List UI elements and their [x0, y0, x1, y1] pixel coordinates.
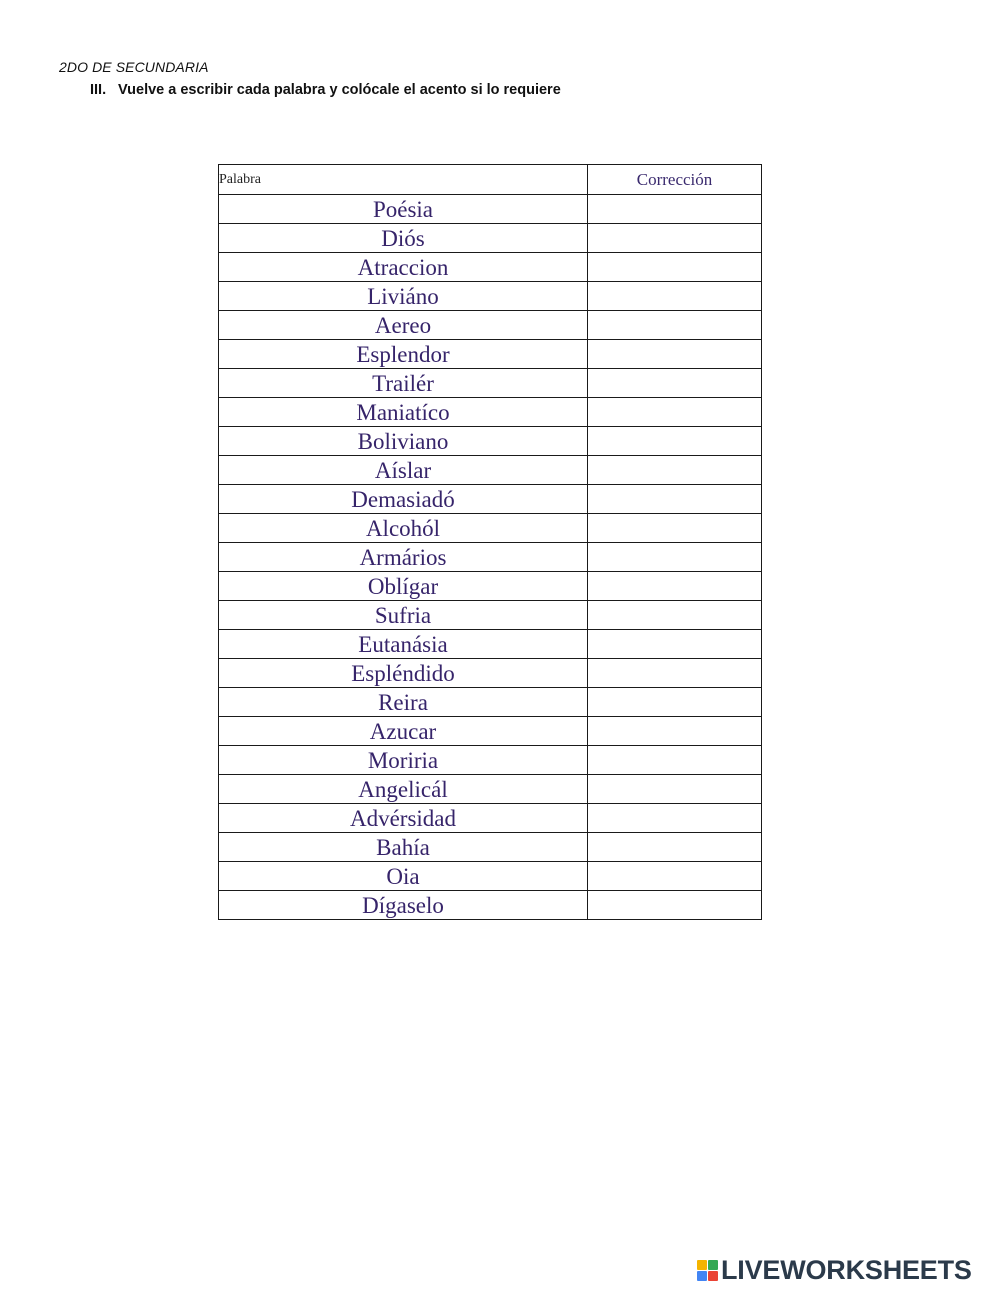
table-row [219, 601, 762, 630]
table-row [219, 630, 762, 659]
liveworksheets-logo [697, 1255, 972, 1285]
instruction-number: III. [90, 82, 107, 98]
correction-input-cell[interactable] [588, 369, 762, 398]
table-row [219, 282, 762, 311]
correction-input-cell[interactable] [588, 282, 762, 311]
table-row [219, 804, 762, 833]
correction-input-cell[interactable] [588, 601, 762, 630]
column-header-word: Palabra [219, 165, 588, 195]
table-row [219, 427, 762, 456]
word-cell: Maniatíco [219, 398, 588, 427]
word-cell: Armários [219, 543, 588, 572]
liveworksheets-brand-text: LIVEWORKSHEETS [721, 1254, 972, 1285]
table-row [219, 833, 762, 862]
word-cell: Oblígar [219, 572, 588, 601]
word-cell: Liviáno [219, 282, 588, 311]
table-row [219, 398, 762, 427]
correction-input-cell[interactable] [588, 543, 762, 572]
correction-input-cell[interactable] [588, 717, 762, 746]
correction-input-cell[interactable] [588, 688, 762, 717]
word-cell: Boliviano [219, 427, 588, 456]
word-cell: Sufria [219, 601, 588, 630]
table-row [219, 224, 762, 253]
correction-input-cell[interactable] [588, 862, 762, 891]
table-header-row [219, 165, 762, 195]
correction-input-cell[interactable] [588, 746, 762, 775]
word-cell: Alcohól [219, 514, 588, 543]
word-cell: Eutanásia [219, 630, 588, 659]
table-row [219, 717, 762, 746]
word-cell: Azucar [219, 717, 588, 746]
correction-input-cell[interactable] [588, 427, 762, 456]
table-row [219, 485, 762, 514]
word-cell: Trailér [219, 369, 588, 398]
table-row [219, 775, 762, 804]
correction-input-cell[interactable] [588, 253, 762, 282]
word-cell: Advérsidad [219, 804, 588, 833]
word-cell: Atraccion [219, 253, 588, 282]
instruction [90, 82, 561, 98]
column-header-correction: Corrección [588, 165, 762, 195]
table-row [219, 688, 762, 717]
word-table [218, 164, 762, 920]
word-cell: Esplendor [219, 340, 588, 369]
word-cell: Poésia [219, 195, 588, 224]
table-row [219, 543, 762, 572]
word-cell: Reira [219, 688, 588, 717]
correction-input-cell[interactable] [588, 195, 762, 224]
word-cell: Diós [219, 224, 588, 253]
grade-label: 2DO DE SECUNDARIA [59, 59, 209, 75]
word-cell: Moriria [219, 746, 588, 775]
word-cell: Demasiadó [219, 485, 588, 514]
table-row [219, 456, 762, 485]
correction-input-cell[interactable] [588, 775, 762, 804]
correction-input-cell[interactable] [588, 224, 762, 253]
correction-input-cell[interactable] [588, 630, 762, 659]
correction-input-cell[interactable] [588, 456, 762, 485]
table-row [219, 311, 762, 340]
table-row [219, 253, 762, 282]
table-row [219, 746, 762, 775]
table-row [219, 659, 762, 688]
table-row [219, 572, 762, 601]
word-cell: Dígaselo [219, 891, 588, 920]
correction-input-cell[interactable] [588, 804, 762, 833]
table-row [219, 369, 762, 398]
correction-input-cell[interactable] [588, 485, 762, 514]
correction-input-cell[interactable] [588, 833, 762, 862]
word-cell: Bahía [219, 833, 588, 862]
word-cell: Espléndido [219, 659, 588, 688]
correction-input-cell[interactable] [588, 398, 762, 427]
correction-input-cell[interactable] [588, 311, 762, 340]
word-cell: Angelicál [219, 775, 588, 804]
table-row [219, 514, 762, 543]
word-rows [219, 195, 762, 920]
word-cell: Aereo [219, 311, 588, 340]
liveworksheets-logo-icon [697, 1260, 718, 1281]
word-cell: Oia [219, 862, 588, 891]
word-cell: Aíslar [219, 456, 588, 485]
correction-input-cell[interactable] [588, 659, 762, 688]
table-row [219, 862, 762, 891]
correction-input-cell[interactable] [588, 514, 762, 543]
table-row [219, 195, 762, 224]
table-row [219, 891, 762, 920]
correction-input-cell[interactable] [588, 572, 762, 601]
correction-input-cell[interactable] [588, 891, 762, 920]
correction-input-cell[interactable] [588, 340, 762, 369]
instruction-text: Vuelve a escribir cada palabra y colócale el acento si lo requiere [118, 82, 561, 98]
table-row [219, 340, 762, 369]
